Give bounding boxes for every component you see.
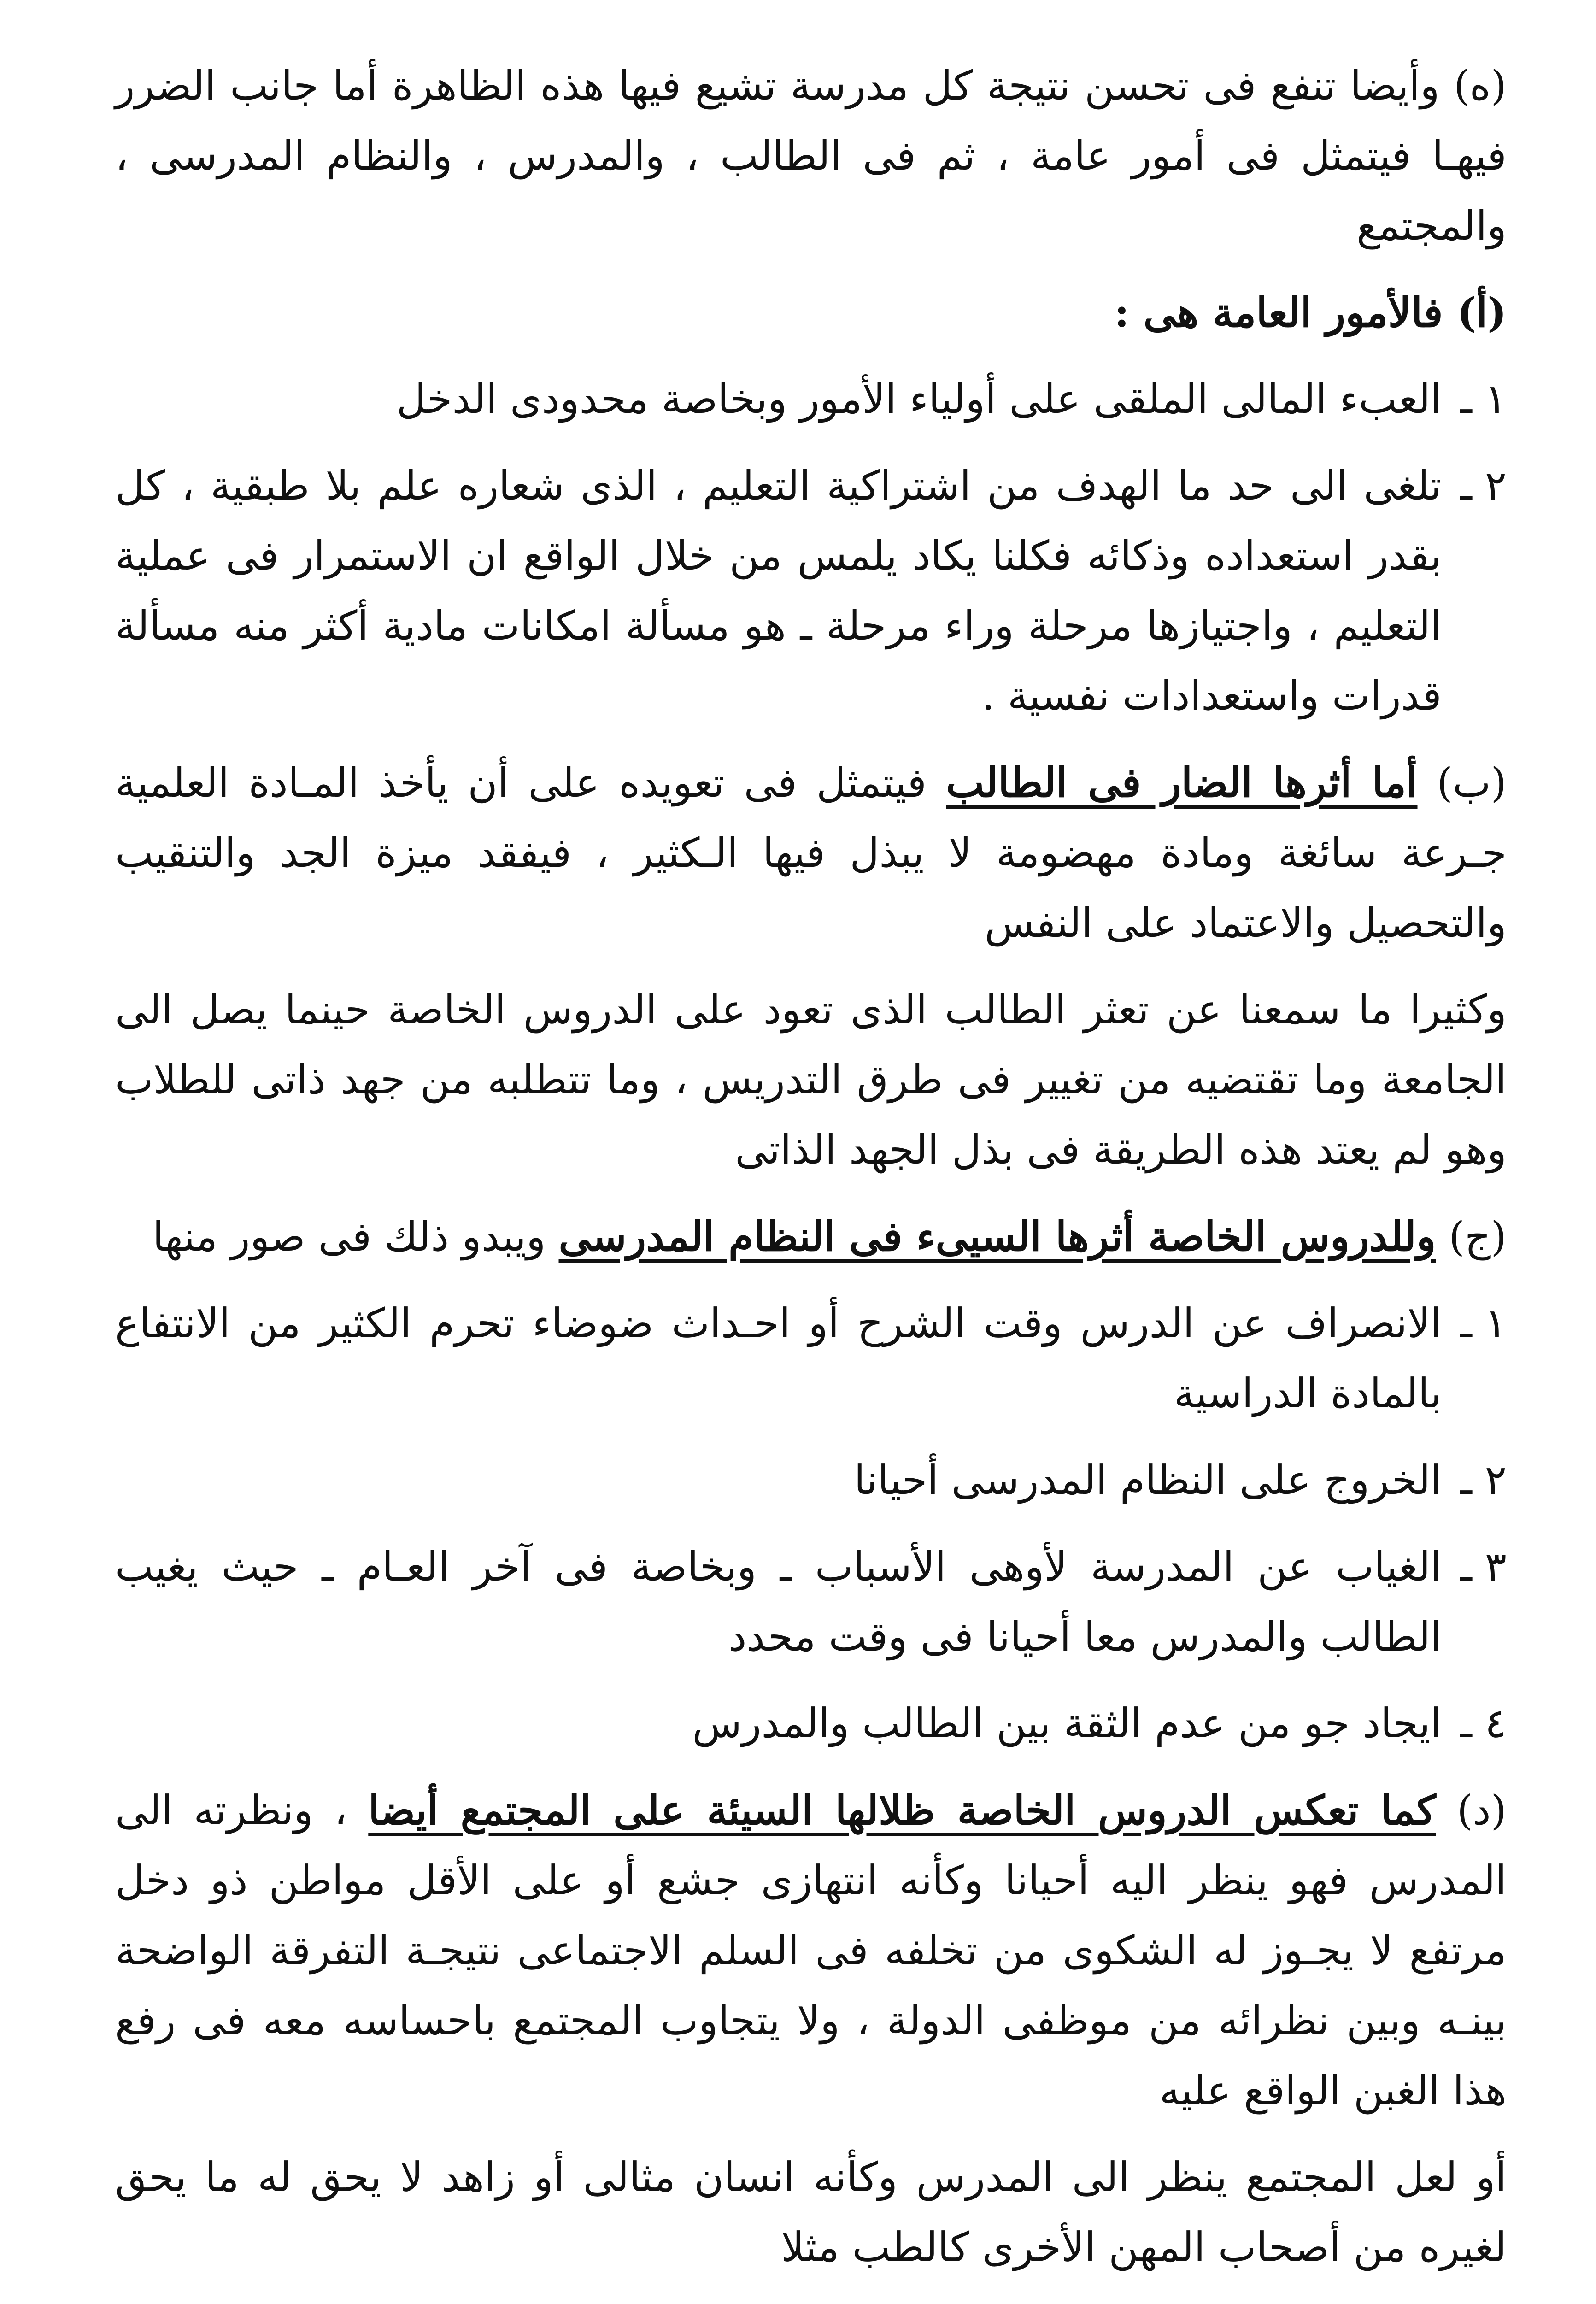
list-item-c2 — [115, 1445, 1507, 1515]
section-lead: وللدروس الخاصة أثرها السيىء فى النظام المدرسى — [558, 1212, 1436, 1260]
section-b-paragraph — [115, 747, 1507, 958]
section-c-paragraph — [115, 1201, 1507, 1272]
section-d-paragraph — [115, 1775, 1507, 2126]
list-number: ٢ ـ — [1460, 1456, 1507, 1504]
list-number: ١ ـ — [1460, 375, 1507, 423]
section-text: ويبدو ذلك فى صور منها — [153, 1213, 546, 1260]
section-lead: كما تعكس الدروس الخاصة ظلالها السيئة على المجتمع أيضا — [368, 1786, 1436, 1834]
list-item-c1 — [115, 1288, 1507, 1428]
list-text: الغياب عن المدرسة لأوهى الأسباب ـ وبخاصة فى آخر العـام ـ حيث يغيب الطالب والمدرس معا أحيانا فى وقت محدد — [115, 1543, 1442, 1660]
section-label: (ج) — [1449, 1213, 1507, 1260]
paragraph-society-view: أو لعل المجتمع ينظر الى المدرس وكأنه انسان مثالى أو زاهد لا يحق له ما يحق لغيره من أصحاب المهن الأخرى كالطب مثلا — [115, 2153, 1507, 2271]
list-number: ٣ ـ — [1460, 1543, 1507, 1590]
section-heading-general-matters: (أ) فالأمور العامة هى : — [1114, 288, 1507, 336]
list-number: ١ ـ — [1460, 1299, 1507, 1347]
list-item-c3 — [115, 1532, 1507, 1672]
list-text: ايجاد جو من عدم الثقة بين الطالب والمدرس — [692, 1699, 1442, 1747]
document-page — [115, 51, 1507, 2304]
section-lead: أما أثرها الضار فى الطالب — [946, 758, 1418, 806]
list-item-2 — [115, 451, 1507, 731]
section-label: (ب) — [1437, 759, 1507, 806]
paragraph-university: وكثيرا ما سمعنا عن تعثر الطالب الذى تعود على الدروس الخاصة حينما يصل الى الجامعة وما تقتضيه من تغيير فى طرق التدريس ، وما تتطلبه من جهد ذاتى للطلاب وهو لم يعتد هذه الطريقة فى بذل الجهد الذاتى — [115, 986, 1507, 1173]
section-text: ، ونظرته الى المدرس فهو ينظر اليه أحيانا وكأنه انتهازى جشع أو على الأقل مواطن ذو دخل مرتفع لا يجـوز له الشكوى من تخلفه فى السلم الاجتماعى نتيجـة التفرقة الواضحة بينـه وبين نظرائه من موظفى الدولة ، ولا يتجاوب المجتمع باحساسه معه فى رفع هذا الغبن الواقع عليه — [115, 1787, 1507, 2114]
list-number: ٤ ـ — [1460, 1699, 1507, 1747]
list-text: تلغى الى حد ما الهدف من اشتراكية التعليم ، الذى شعاره علم بلا طبقية ، كل بقدر استعداده وذكائه فكلنا يكاد يلمس من خلال الواقع ان الاستمرار فى عملية التعليم ، واجتيازها مرحلة وراء مرحلة ـ هو مسألة امكانات مادية أكثر منه مسألة قدرات واستعدادات نفسية . — [115, 462, 1442, 719]
section-text: فيتمثل فى تعويده على أن يأخذ المـادة العلمية جـرعة سائغة ومادة مهضومة لا يبذل فيها الـكثير ، فيفقد ميزة الجد والتنقيب والتحصيل والاعتماد على النفس — [115, 759, 1507, 946]
section-e-paragraph — [115, 2299, 1507, 2304]
list-text: العبء المالى الملقى على أولياء الأمور وبخاصة محدودى الدخل — [396, 375, 1442, 423]
list-text: الانصراف عن الدرس وقت الشرح أو احـداث ضوضاء تحرم الكثير من الانتفاع بالمادة الدراسية — [115, 1299, 1442, 1417]
list-text: الخروج على النظام المدرسى أحيانا — [854, 1456, 1442, 1504]
paragraph-intro: (ه) وأيضا تنفع فى تحسن نتيجة كل مدرسة تشيع فيها هذه الظاهرة أما جانب الضرر فيهـا فيتمثل فى أمور عامة ، ثم فى الطالب ، والمدرس ، والنظام المدرسى ، والمجتمع — [115, 62, 1507, 249]
list-item-1 — [115, 364, 1507, 434]
list-number: ٢ ـ — [1460, 462, 1507, 509]
list-item-c4 — [115, 1688, 1507, 1758]
section-label: (د) — [1457, 1787, 1507, 1834]
